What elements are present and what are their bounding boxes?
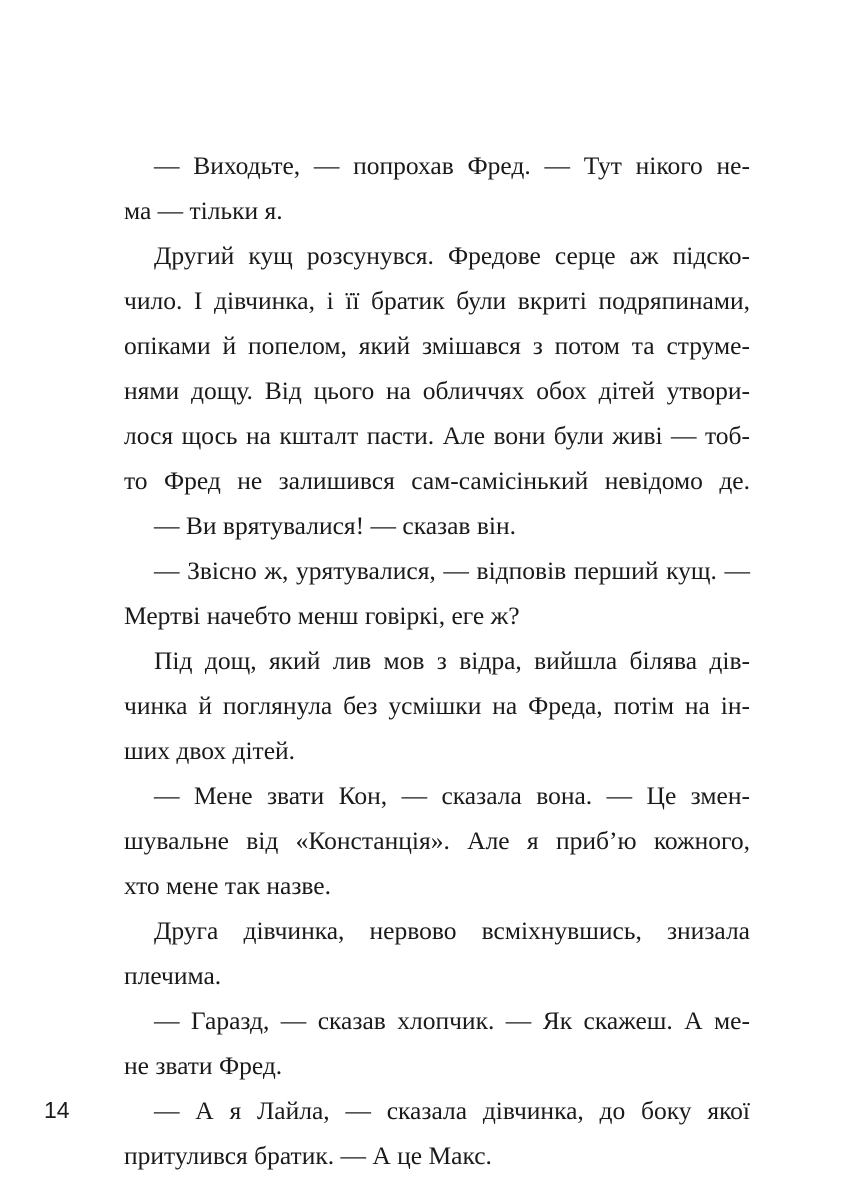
- text-line: — Гаразд, — сказав хлопчик. — Як скажеш. А ме-: [154, 1006, 750, 1035]
- text-line: нями дощу. Від цього на обличчях обох дітей утвори-: [124, 376, 750, 405]
- text-line: лося щось на кшталт пасти. Але вони були живі — тоб-: [124, 421, 750, 450]
- text-line: опіками й попелом, який змішався з потом та струме-: [124, 331, 750, 360]
- text-line: Друга дівчинка, нервово всміхнувшись, знизала: [154, 916, 750, 945]
- text-line: не звати Фред.: [124, 1051, 283, 1080]
- text-line: — Ви врятувалися! — сказав він.: [154, 511, 516, 540]
- text-line: чило. І дівчинка, і її братик були вкриті подряпинами,: [124, 286, 750, 315]
- text-line: то Фред не залишився сам-самісінький невідомо де.: [124, 466, 750, 495]
- text-line: ших двох дітей.: [124, 736, 296, 765]
- text-line: — Мене звати Кон, — сказала вона. — Це змен-: [154, 781, 750, 810]
- text-line: плечима.: [124, 961, 222, 990]
- text-line: шувальне від «Констанція». Але я приб’ю кожного,: [124, 826, 750, 855]
- page-number: 14: [44, 1097, 70, 1123]
- text-line: ма — тільки я.: [124, 196, 283, 225]
- text-line: Другий кущ розсунувся. Фредове серце аж підско-: [154, 241, 750, 270]
- text-line: — Виходьте, — попрохав Фред. — Тут нікого не-: [154, 151, 750, 180]
- body-text: [124, 143, 750, 1178]
- text-line: притулився братик. — А це Макс.: [124, 1141, 492, 1170]
- text-line: — Звісно ж, урятувалися, — відповів перший кущ. —: [154, 556, 750, 585]
- text-line: Мертві начебто менш говіркі, еге ж?: [124, 601, 520, 630]
- text-line: хто мене так назве.: [124, 871, 332, 900]
- text-line: чинка й поглянула без усмішки на Фреда, потім на ін-: [124, 691, 750, 720]
- text-line: Під дощ, який лив мов з відра, вийшла білява дів-: [154, 646, 750, 675]
- text-line: — А я Лайла, — сказала дівчинка, до боку якої: [154, 1096, 750, 1125]
